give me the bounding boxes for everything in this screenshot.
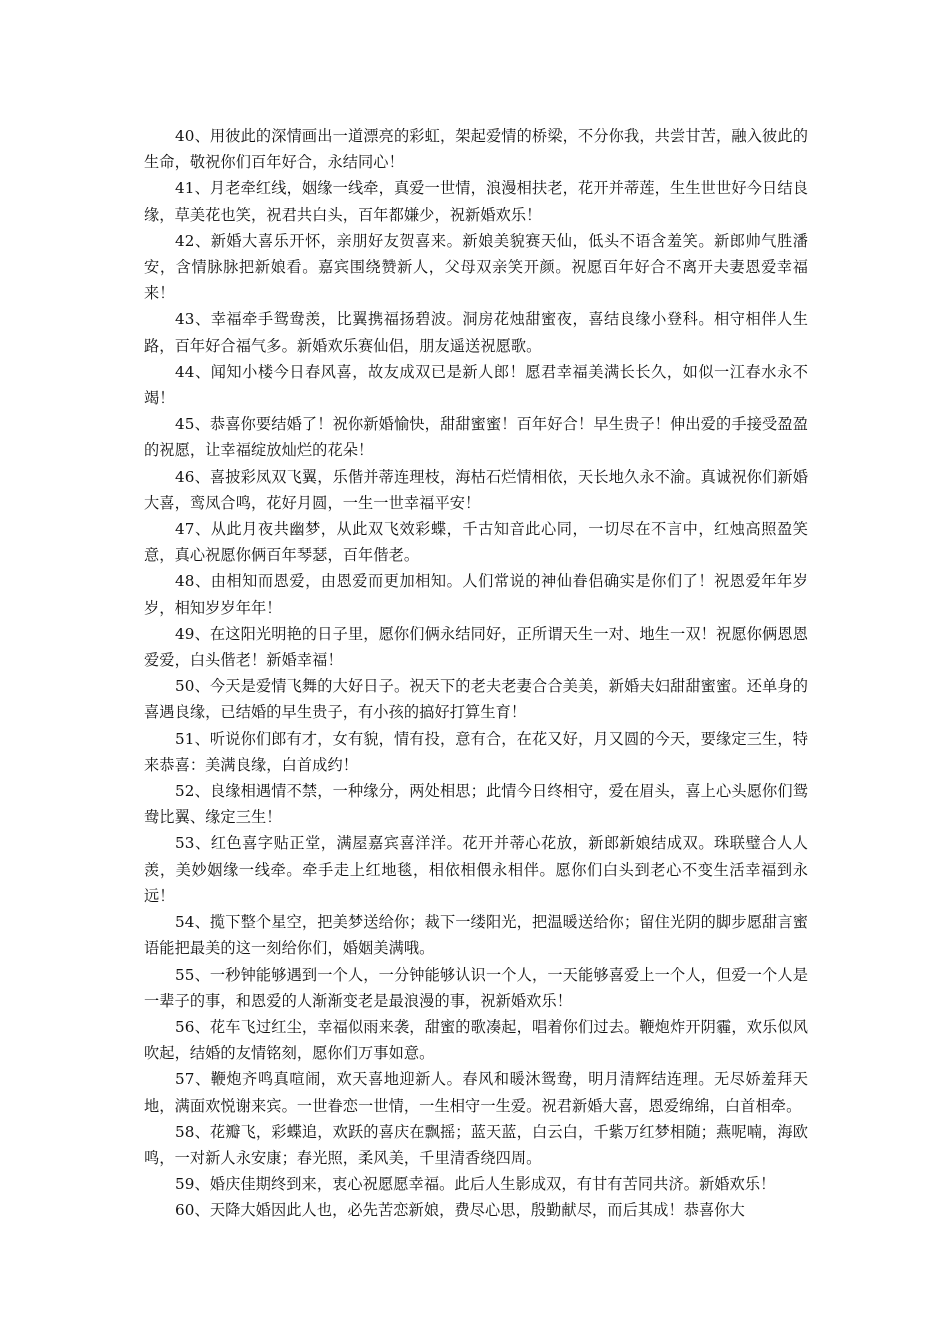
paragraph-41: 41、月老牵红线，姻缘一线牵，真爱一世情，浪漫相扶老，花开并蒂莲，生生世世好今日结良缘，草美花也笑，祝君共白头，百年都嫌少，祝新婚欢乐！ bbox=[144, 179, 808, 224]
paragraph-47: 47、从此月夜共幽梦，从此双飞效彩蝶，千古知音此心同，一切尽在不言中，红烛高照盈笑意，真心祝愿你俩百年琴瑟，百年偕老。 bbox=[144, 520, 808, 565]
paragraph-55: 55、一秒钟能够遇到一个人，一分钟能够认识一个人，一天能够喜爱上一个人，但爱一个人是一辈子的事，和恩爱的人渐渐变老是最浪漫的事，祝新婚欢乐！ bbox=[144, 965, 808, 1010]
paragraph-45: 45、恭喜你要结婚了！祝你新婚愉快，甜甜蜜蜜！百年好合！早生贵子！伸出爱的手接受盈盈的祝愿，让幸福绽放灿烂的花朵！ bbox=[144, 415, 808, 460]
paragraph-44: 44、闻知小楼今日春风喜，故友成双已是新人郎！愿君幸福美满长长久，如似一江春水永不竭！ bbox=[144, 362, 808, 408]
paragraph-48: 48、由相知而恩爱，由恩爱而更加相知。人们常说的神仙眷侣确实是你们了！祝恩爱年年岁岁，相知岁岁年年！ bbox=[144, 572, 808, 617]
paragraph-50: 50、今天是爱情飞舞的大好日子。祝天下的老夫老妻合合美美，新婚夫妇甜甜蜜蜜。还单身的喜遇良缘，已结婚的早生贵子，有小孩的搞好打算生育！ bbox=[144, 677, 808, 722]
document-body bbox=[144, 123, 808, 1224]
paragraph-57: 57、鞭炮齐鸣真喧闹，欢天喜地迎新人。春风和暖沐鸳鸯，明月清辉结连理。无尽娇羞拜天地，满面欢悦谢来宾。一世眷恋一世情，一生相守一生爱。祝君新婚大喜，恩爱绵绵，白首相牵。 bbox=[144, 1070, 808, 1115]
paragraph-43: 43、幸福牵手鸳鸯羡，比翼携福扬碧波。洞房花烛甜蜜夜，喜结良缘小登科。相守相伴人生路，百年好合福气多。新婚欢乐赛仙侣，朋友遥送祝愿歌。 bbox=[144, 310, 808, 355]
paragraph-53: 53、红色喜字贴正堂，满屋嘉宾喜洋洋。花开并蒂心花放，新郎新娘结成双。珠联璧合人人羡，美妙姻缘一线牵。牵手走上红地毯，相依相偎永相伴。愿你们白头到老心不变生活幸福到永远！ bbox=[144, 834, 808, 905]
paragraph-49: 49、在这阳光明艳的日子里，愿你们俩永结同好，正所谓天生一对、地生一双！祝愿你俩恩恩爱爱，白头偕老！新婚幸福！ bbox=[144, 624, 808, 670]
paragraph-40: 40、用彼此的深情画出一道漂亮的彩虹，架起爱情的桥梁，不分你我，共尝甘苦，融入彼此的生命，敬祝你们百年好合，永结同心！ bbox=[144, 127, 808, 172]
paragraph-51: 51、听说你们郎有才，女有貌，情有投，意有合，在花又好，月又圆的今天，要缘定三生，特来恭喜：美满良缘，白首成约！ bbox=[144, 729, 808, 774]
paragraph-59: 59、婚庆佳期终到来，衷心祝愿愿幸福。此后人生影成双，有甘有苦同共济。新婚欢乐！ bbox=[175, 1175, 776, 1194]
paragraph-58: 58、花瓣飞，彩蝶追，欢跃的喜庆在飘摇；蓝天蓝，白云白，千紫万红梦相随；燕呢喃，海欧鸣，一对新人永安康；春光照，柔风美，千里清香绕四周。 bbox=[144, 1122, 808, 1167]
paragraph-60: 60、天降大婚因此人也，必先苦恋新娘，费尽心思，殷勤献尽，而后其成！恭喜你大 bbox=[175, 1201, 745, 1220]
paragraph-54: 54、揽下整个星空，把美梦送给你；裁下一缕阳光，把温暖送给你；留住光阴的脚步愿甜言蜜语能把最美的这一刻给你们，婚姻美满哦。 bbox=[144, 913, 808, 958]
paragraph-52: 52、良缘相遇情不禁，一种缘分，两处相思；此情今日终相守，爱在眉头，喜上心头愿你们鸳鸯比翼、缘定三生！ bbox=[144, 782, 808, 827]
paragraph-42: 42、新婚大喜乐开怀，亲朋好友贺喜来。新娘美貌赛天仙，低头不语含羞笑。新郎帅气胜潘安，含情脉脉把新娘看。嘉宾围绕赞新人，父母双亲笑开颜。祝愿百年好合不离开夫妻恩爱幸福来！ bbox=[144, 231, 808, 303]
paragraph-46: 46、喜披彩凤双飞翼，乐偕并蒂连理枝，海枯石烂情相依，天长地久永不渝。真诚祝你们新婚大喜，鸾凤合鸣，花好月圆，一生一世幸福平安！ bbox=[144, 467, 808, 512]
paragraph-56: 56、花车飞过红尘，幸福似雨来袭，甜蜜的歌凑起，唱着你们过去。鞭炮炸开阴霾，欢乐似风吹起，结婚的友情铭刻，愿你们万事如意。 bbox=[144, 1017, 808, 1063]
